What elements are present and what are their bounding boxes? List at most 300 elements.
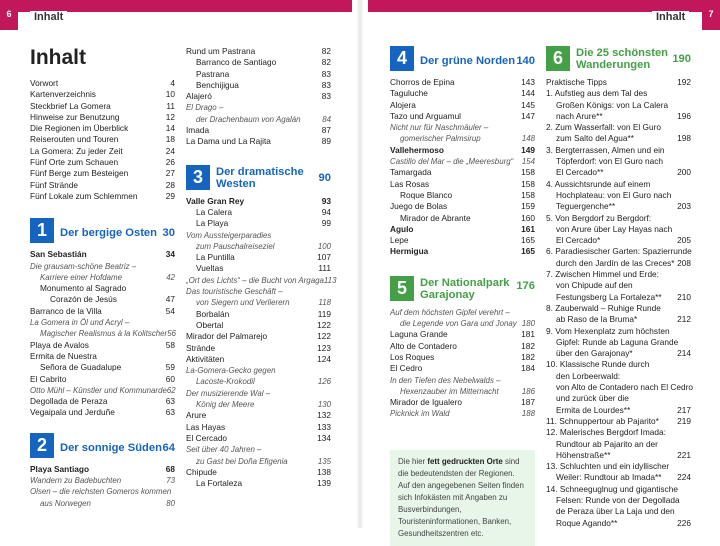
toc-entry [30, 191, 175, 202]
toc-entry [546, 439, 691, 450]
toc-entry-page: 226 [677, 517, 691, 528]
toc-entry [390, 201, 535, 212]
toc-entry [30, 101, 175, 112]
section-page: 190 [672, 53, 691, 65]
toc-entry [30, 464, 175, 475]
section-page: 140 [516, 55, 535, 67]
toc-entry-title: Taguluche [390, 88, 428, 99]
toc-entry-title: Chorros de Epina [390, 77, 455, 87]
toc-entry [390, 363, 535, 374]
toc-entry-title: Alto de Contadero [390, 340, 457, 351]
toc-entry [186, 388, 331, 399]
toc-entry [390, 397, 535, 408]
section-4-list [390, 77, 535, 258]
toc-entry [546, 133, 691, 144]
toc-entry-title: El Cabrito [30, 373, 67, 384]
section-title: Die 25 schönsten Wanderungen [576, 47, 669, 71]
toc-entry-title: La Gomera: Zu jeder Zeit [30, 145, 123, 156]
toc-entry-page: 148 [521, 134, 535, 144]
toc-entry [186, 114, 331, 125]
toc-entry-page: 54 [165, 305, 175, 316]
toc-entry-page: 42 [166, 272, 175, 282]
toc-entry-page: 135 [317, 456, 331, 466]
toc-entry [390, 235, 535, 246]
toc-entry-title: Der musizierende Wal – [186, 388, 271, 398]
toc-entry-page: 27 [165, 168, 175, 179]
toc-entry [186, 478, 331, 489]
toc-entry-title: 4. Aussichtsrunde auf einem [546, 178, 651, 189]
toc-entry-title: Roque Blanco [400, 189, 453, 200]
toc-entry [390, 318, 535, 329]
toc-entry-title: Playa de Avalos [30, 339, 89, 350]
toc-entry-title: Roque Agando** [556, 517, 618, 528]
toc-entry-title: Mirador del Palmarejo [186, 331, 268, 342]
toc-entry-page: 158 [521, 189, 535, 200]
toc-entry-title: Magischer Realismus à la Kolitscher [40, 329, 168, 339]
section-title: Der grüne Norden [420, 55, 516, 67]
toc-entry [546, 326, 691, 337]
section-page: 90 [318, 171, 331, 184]
toc-entry-title: Arure [186, 410, 207, 421]
toc-entry-title: gomerischer Palmsirup [400, 134, 481, 144]
toc-entry-page: 212 [677, 314, 691, 325]
toc-entry-title: de Peraza über La Laja und den [556, 506, 675, 517]
toc-entry-page: 83 [321, 79, 331, 90]
toc-entry-title: König der Meere [196, 400, 255, 410]
toc-entry-title: 12. Malerisches Bergdorf Imada: [546, 427, 666, 438]
toc-entry-page: 184 [521, 363, 535, 374]
toc-entry-title: 9. Vom Hexenplatz zum höchsten [546, 325, 670, 336]
toc-entry-title: Teguergenche** [556, 201, 616, 212]
toc-entry-page: 182 [521, 351, 535, 362]
toc-entry [30, 78, 175, 89]
running-head-left: Inhalt [30, 11, 67, 23]
toc-entry-title: Lacoste-Krokodil [196, 377, 255, 387]
toc-entry-title: Kartenverzeichnis [30, 89, 96, 100]
section-number: 1 [30, 218, 54, 243]
toc-entry [30, 374, 175, 385]
toc-entry [390, 77, 535, 88]
toc-entry-title: Playa Santiago [30, 463, 90, 474]
toc-entry [186, 286, 331, 297]
toc-entry [186, 467, 331, 478]
note-text-pre: Die hier [398, 456, 428, 466]
toc-entry-page: 18 [165, 134, 175, 145]
toc-entry-title: Vegaipala und Jerduñe [30, 407, 115, 418]
toc-entry-title: Felsen: Runde von der Degollada [556, 494, 680, 505]
toc-entry-page: 12 [165, 111, 175, 122]
toc-entry-page: 4 [170, 78, 175, 88]
toc-entry-page: 122 [317, 319, 331, 330]
toc-entry-title: Vom Aussteigerparadies [186, 230, 272, 240]
toc-entry [186, 297, 331, 308]
toc-entry [30, 89, 175, 100]
toc-entry [30, 306, 175, 317]
toc-entry [186, 365, 331, 376]
toc-entry-title: Strände [186, 342, 216, 353]
toc-entry-title: 10. Klassische Runde durch [546, 359, 650, 370]
toc-entry-title: Hexenzauber im Mitternacht [400, 386, 499, 396]
toc-entry-title: zum Salto del Agua** [556, 133, 634, 144]
section-1-heading [30, 218, 175, 243]
toc-entry [546, 382, 691, 393]
column-1 [30, 44, 175, 509]
toc-entry [30, 261, 175, 272]
toc-entry-title: die Legende von Gara und Jonay [400, 319, 517, 329]
toc-entry-page: 165 [521, 246, 535, 257]
front-matter-list [30, 78, 175, 202]
toc-entry-title: 11. Schnuppertour ab Pajarito* [546, 415, 659, 426]
toc-entry [390, 386, 535, 397]
toc-entry [546, 337, 691, 348]
toc-entry [30, 407, 175, 418]
toc-entry-title: La Calera [196, 206, 232, 217]
toc-entry-title: Picknick im Wald [390, 409, 450, 419]
toc-entry-title: und zurück über die [556, 393, 629, 404]
toc-entry-page: 99 [321, 218, 331, 229]
toc-entry-page: 83 [321, 91, 331, 102]
toc-entry [186, 69, 331, 80]
section-title: Der dramatische Westen [216, 165, 304, 190]
toc-entry [546, 484, 691, 495]
toc-entry [546, 359, 691, 370]
toc-entry-title: 6. Paradiesischer Garten: Spazierrunde [546, 246, 692, 257]
toc-entry [390, 341, 535, 352]
toc-entry-title: La Puntilla [196, 252, 235, 263]
toc-entry-title: Aktivitäten [186, 353, 225, 364]
toc-entry [546, 495, 691, 506]
toc-entry-page: 198 [677, 133, 691, 144]
toc-entry-page: 122 [317, 331, 331, 342]
toc-entry-page: 130 [317, 400, 331, 410]
toc-entry-page: 205 [677, 235, 691, 246]
toc-entry [30, 340, 175, 351]
toc-entry-title: Ermita de Lourdes** [556, 404, 631, 415]
section-title: Der sonnige Süden [60, 441, 162, 454]
toc-entry-title: Lepe [390, 235, 409, 246]
toc-entry-page: 56 [167, 329, 176, 339]
toc-entry-title: Auf dem höchsten Gipfel verehrt – [390, 307, 510, 317]
toc-entry-title: von Alto de Contadero nach El Cedro [556, 382, 693, 393]
section-page: 176 [516, 279, 535, 292]
toc-entry-page: 182 [521, 340, 535, 351]
toc-entry-page: 107 [317, 252, 331, 263]
toc-entry-page: 180 [521, 319, 535, 329]
toc-entry-title: Benchijigua [196, 79, 239, 90]
toc-entry-title: Imada [186, 125, 210, 136]
toc-entry-page: 62 [166, 385, 176, 395]
section-5-list [390, 307, 535, 420]
toc-entry [186, 354, 331, 365]
toc-entry [30, 157, 175, 168]
toc-entry-page: 161 [521, 223, 535, 234]
section-4-heading [390, 46, 535, 71]
toc-entry [186, 102, 331, 113]
note-text-post: sind die bedeutendsten der Regionen. Auf den angegebenen Seiten finden sich Infokästen mit Angaben zu Busverbindungen, Touristeninformationen, Banken, Gesundheitszentren etc. [398, 456, 524, 538]
toc-entry [546, 269, 691, 280]
toc-entry [186, 433, 331, 444]
toc-entry-title: ab Raso de la Bruma* [556, 314, 638, 325]
section-number: 6 [546, 46, 570, 71]
toc-entry-page: 123 [317, 342, 331, 353]
toc-entry-page: 149 [521, 144, 535, 155]
toc-entry-title: 3. Bergterrassen, Almen und ein [546, 144, 665, 155]
toc-entry-title: Laguna Grande [390, 329, 448, 340]
toc-entry-title: Juego de Bolas [390, 201, 448, 212]
toc-entry [390, 100, 535, 111]
toc-entry-title: Señora de Guadalupe [40, 362, 122, 373]
toc-entry-page: 60 [165, 373, 175, 384]
toc-entry-page: 10 [165, 89, 175, 100]
toc-entry-page: 219 [677, 415, 691, 426]
toc-entry [546, 280, 691, 291]
toc-entry-title: nach Arure** [556, 110, 603, 121]
toc-entry-page: 119 [317, 308, 331, 319]
toc-entry-page: 154 [521, 157, 535, 167]
toc-entry-page: 210 [677, 291, 691, 302]
section-page: 64 [162, 441, 175, 454]
page-title: Inhalt [30, 46, 86, 69]
toc-entry [546, 472, 691, 483]
toc-entry-title: Mirador de Igualero [390, 397, 462, 408]
toc-entry-title: 14. Schneeguglnug und gigantische [546, 483, 678, 494]
section-5-heading [390, 276, 535, 301]
toc-entry-page: 203 [677, 201, 691, 212]
toc-entry-title: Wandern zu Badebuchten [30, 476, 122, 486]
toc-entry-title: Mirador de Abrante [400, 212, 471, 223]
running-head-right: Inhalt [652, 11, 689, 23]
toc-entry-page: 144 [521, 88, 535, 99]
toc-entry [30, 362, 175, 373]
toc-entry-title: über den Garajonay* [556, 348, 633, 359]
toc-entry [546, 416, 691, 427]
toc-entry-page: 94 [321, 206, 331, 217]
toc-entry-title: Las Rosas [390, 178, 430, 189]
toc-entry-title: Vorwort [30, 78, 59, 88]
toc-entry-title: Höhenstraße** [556, 449, 611, 460]
toc-entry-page: 139 [317, 478, 331, 489]
toc-entry-title: Die Regionen im Überblick [30, 123, 129, 134]
toc-entry-page: 196 [677, 110, 691, 121]
toc-entry-page: 126 [317, 377, 331, 387]
toc-entry [546, 246, 691, 257]
toc-entry [546, 156, 691, 167]
toc-entry-title: Castillo del Mar – die „Meeresburg“ [390, 157, 514, 167]
toc-entry [546, 77, 691, 88]
toc-entry-page: 217 [677, 404, 691, 415]
toc-entry-title: von Chipude auf den [556, 280, 633, 291]
toc-entry-title: La Fortaleza [196, 478, 243, 489]
toc-entry-title: Fünf Lokale zum Schlemmen [30, 190, 138, 201]
toc-entry [546, 292, 691, 303]
toc-entry-title: Las Hayas [186, 421, 226, 432]
toc-entry-title: Obertal [196, 319, 224, 330]
toc-entry [546, 167, 691, 178]
toc-entry [186, 207, 331, 218]
toc-entry-title: Chipude [186, 466, 217, 477]
toc-entry [186, 343, 331, 354]
toc-entry-title: Alajeró [186, 91, 212, 102]
note-text-bold: fett gedruckten Orte [427, 456, 503, 466]
toc-entry-page: 47 [165, 294, 175, 305]
toc-entry-page: 28 [165, 179, 175, 190]
toc-entry [186, 376, 331, 387]
toc-entry [390, 213, 535, 224]
column-3 [390, 46, 535, 546]
toc-entry [186, 196, 331, 207]
toc-entry [186, 136, 331, 147]
toc-entry [30, 272, 175, 283]
toc-entry-title: Vallehermoso [390, 144, 444, 155]
toc-entry [546, 122, 691, 133]
toc-entry [546, 213, 691, 224]
toc-entry-title: den Lorbeerwald: [556, 370, 621, 381]
toc-entry-title: Degollada de Peraza [30, 396, 108, 407]
toc-entry-title: Tamargada [390, 167, 432, 178]
toc-entry-title: Fünf Strände [30, 179, 78, 190]
toc-entry [30, 168, 175, 179]
toc-entry [390, 156, 535, 167]
toc-entry-page: 188 [521, 409, 535, 419]
info-note [390, 450, 535, 546]
toc-entry [186, 46, 331, 57]
toc-entry [30, 283, 175, 294]
toc-entry [30, 498, 175, 509]
toc-entry-title: El Cercado* [556, 235, 601, 246]
toc-entry-title: 8. Zauberwald – Ruhige Runde [546, 302, 661, 313]
toc-entry [30, 486, 175, 497]
toc-entry [390, 111, 535, 122]
toc-entry-page: 118 [318, 298, 331, 308]
toc-entry [390, 167, 535, 178]
toc-entry-page: 192 [677, 77, 691, 87]
toc-entry [546, 427, 691, 438]
section-6-heading [546, 46, 691, 71]
toc-entry [546, 348, 691, 359]
toc-entry [546, 111, 691, 122]
toc-entry-page: 145 [521, 99, 535, 110]
toc-entry-page: 134 [317, 432, 331, 443]
toc-entry-page: 82 [321, 57, 331, 68]
toc-entry [186, 309, 331, 320]
toc-entry-title: Fünf Orte zum Schauen [30, 157, 119, 168]
toc-entry [390, 122, 535, 133]
toc-entry [30, 385, 175, 396]
section-number: 3 [186, 165, 210, 190]
toc-entry-page: 89 [321, 136, 331, 147]
toc-entry [30, 134, 175, 145]
toc-entry [186, 80, 331, 91]
toc-entry [186, 275, 337, 286]
toc-entry-page: 100 [317, 241, 331, 251]
toc-entry-page: 143 [521, 77, 535, 87]
toc-entry [30, 112, 175, 123]
toc-entry-page: 11 [166, 100, 175, 111]
toc-entry [546, 371, 691, 382]
toc-entry-page: 111 [318, 263, 331, 274]
toc-entry [546, 393, 691, 404]
section-3-list [186, 195, 337, 490]
toc-entry [186, 57, 331, 68]
toc-entry-page: 29 [165, 190, 175, 201]
toc-entry-title: Rund um Pastrana [186, 46, 256, 56]
toc-entry-title: Nicht nur für Naschmäuler – [390, 123, 489, 133]
toc-entry-title: 2. Zum Wasserfall: von El Guro [546, 122, 661, 133]
toc-entry-page: 147 [521, 110, 535, 121]
section-1-list [30, 249, 175, 418]
toc-entry [390, 246, 535, 257]
toc-entry [186, 241, 331, 252]
toc-entry-title: Agulo [390, 223, 414, 234]
toc-entry-page: 84 [322, 114, 331, 124]
toc-entry-page: 83 [321, 68, 331, 79]
page-number-right: 7 [702, 0, 720, 30]
section-2-list-continued [186, 46, 331, 148]
toc-entry [390, 329, 535, 340]
toc-entry-title: Corazón de Jesús [50, 294, 117, 305]
toc-entry [390, 307, 535, 318]
toc-entry-title: Reiserouten und Touren [30, 134, 119, 145]
book-gutter [356, 0, 364, 528]
toc-entry-title: Großen Königs: von La Calera [556, 99, 669, 110]
toc-entry [390, 224, 535, 235]
toc-entry-title: Barranco de la Villa [30, 305, 102, 316]
toc-entry [30, 317, 175, 328]
toc-entry-title: El Cercado [186, 432, 228, 443]
toc-entry-title: Festungsberg La Fortaleza** [556, 291, 662, 302]
toc-entry [546, 190, 691, 201]
section-2-list [30, 464, 175, 509]
toc-entry [186, 263, 331, 274]
toc-entry-page: 63 [165, 407, 175, 418]
toc-entry [390, 190, 535, 201]
section-6-list [546, 77, 691, 529]
toc-entry-title: La Gomera in Öl und Acryl – [30, 318, 130, 328]
toc-entry-page: 93 [321, 195, 331, 206]
toc-entry [186, 422, 331, 433]
toc-entry-page: 158 [521, 167, 535, 178]
section-title: Der bergige Osten [60, 227, 157, 240]
toc-entry-title: „Ort des Lichts“ – die Bucht von Argaga [186, 275, 324, 285]
toc-entry-page: 82 [321, 46, 331, 56]
toc-entry [30, 475, 175, 486]
toc-entry-page: 58 [165, 339, 175, 350]
section-2-heading [30, 433, 175, 458]
toc-entry-page: 158 [521, 178, 535, 189]
toc-entry-title: Valle Gran Rey [186, 195, 245, 206]
toc-entry [186, 410, 331, 421]
toc-entry [186, 320, 331, 331]
toc-entry-title: Hochplateau: von El Guro nach [556, 189, 672, 200]
toc-entry [546, 201, 691, 212]
toc-entry-page: 34 [165, 249, 175, 260]
toc-entry-title: Ermita de Nuestra [30, 350, 97, 361]
toc-entry [546, 405, 691, 416]
toc-entry [390, 352, 535, 363]
section-3-heading [186, 165, 331, 190]
toc-entry [546, 461, 691, 472]
toc-entry-page: 73 [166, 476, 175, 486]
column-2 [186, 46, 337, 489]
toc-entry [186, 252, 331, 263]
toc-entry-title: El Drago – [186, 103, 224, 113]
toc-entry [186, 218, 331, 229]
toc-entry-page: 159 [521, 201, 535, 212]
column-4 [546, 46, 691, 529]
toc-entry-page: 208 [677, 257, 691, 268]
toc-entry-page: 87 [321, 125, 331, 136]
section-number: 2 [30, 433, 54, 458]
